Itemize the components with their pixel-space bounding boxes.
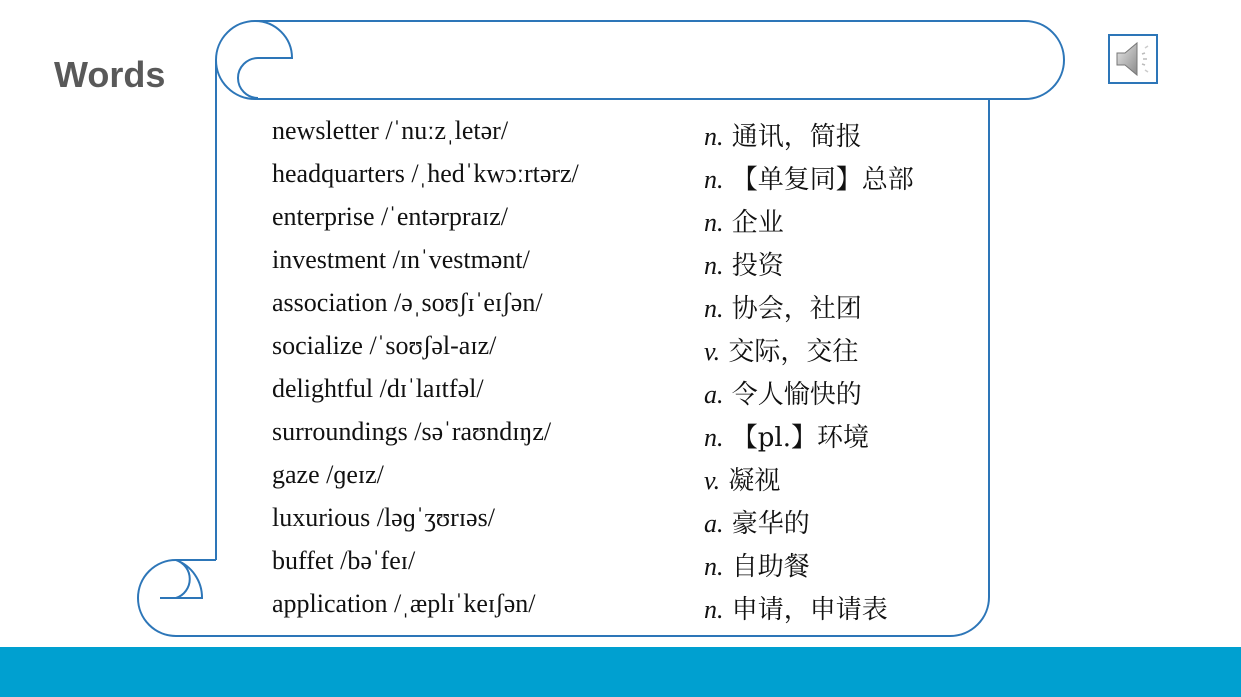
- vocab-row: [272, 546, 972, 589]
- part-of-speech: n.: [704, 595, 724, 624]
- vocab-meaning: [704, 589, 888, 626]
- vocab-meaning: [704, 503, 810, 540]
- part-of-speech: n.: [704, 165, 724, 194]
- vocab-meaning: [704, 374, 862, 411]
- chinese-meaning: 申请，申请表: [723, 595, 888, 625]
- vocab-meaning: [704, 331, 858, 368]
- vocab-word: application /ˌæplɪˈkeɪʃən/: [272, 589, 536, 618]
- part-of-speech: a.: [704, 509, 724, 538]
- vocab-word: gaze /ɡeɪz/: [272, 460, 384, 489]
- chinese-meaning: 【pl.】环境: [723, 423, 869, 453]
- vocab-meaning: [704, 546, 810, 583]
- vocab-word: delightful /dɪˈlaɪtfəl/: [272, 374, 484, 403]
- part-of-speech: n.: [704, 208, 724, 237]
- chinese-meaning: 通讯，简报: [723, 122, 862, 152]
- chinese-meaning: 自助餐: [723, 552, 810, 582]
- vocab-row: [272, 374, 972, 417]
- bottom-accent-band: [0, 647, 1241, 697]
- speaker-icon: [1110, 36, 1156, 82]
- vocab-word: luxurious /ləɡˈʒʊrɪəs/: [272, 503, 495, 532]
- vocab-row: [272, 589, 972, 632]
- vocab-word: investment /ɪnˈvestmənt/: [272, 245, 530, 274]
- chinese-meaning: 令人愉快的: [723, 380, 862, 410]
- part-of-speech: n.: [704, 294, 724, 323]
- vocab-word: socialize /ˈsoʊʃəl-aɪz/: [272, 331, 497, 360]
- chinese-meaning: 凝视: [720, 466, 781, 496]
- chinese-meaning: 协会，社团: [723, 294, 862, 324]
- vocab-row: [272, 202, 972, 245]
- vocab-word: buffet /bəˈfeɪ/: [272, 546, 416, 575]
- vocab-row: [272, 417, 972, 460]
- vocab-word: surroundings /səˈraʊndɪŋz/: [272, 417, 552, 446]
- vocab-word: association /əˌsoʊʃɪˈeɪʃən/: [272, 288, 543, 317]
- part-of-speech: a.: [704, 380, 724, 409]
- vocab-row: [272, 331, 972, 374]
- audio-button[interactable]: [1108, 34, 1158, 84]
- vocab-meaning: [704, 245, 784, 282]
- chinese-meaning: 豪华的: [723, 509, 810, 539]
- vocab-row: [272, 245, 972, 288]
- chinese-meaning: 【单复同】总部: [723, 165, 914, 195]
- vocab-meaning: [704, 159, 914, 196]
- vocab-word: enterprise /ˈentərpraɪz/: [272, 202, 509, 231]
- vocab-word: headquarters /ˌhedˈkwɔːrtərz/: [272, 159, 579, 188]
- vocab-meaning: [704, 417, 869, 454]
- part-of-speech: v.: [704, 337, 721, 366]
- vocab-meaning: [704, 116, 862, 153]
- part-of-speech: n.: [704, 423, 724, 452]
- slide-title: Words: [54, 54, 166, 95]
- vocab-row: [272, 503, 972, 546]
- chinese-meaning: 交际，交往: [720, 337, 859, 367]
- part-of-speech: n.: [704, 251, 724, 280]
- vocab-word: newsletter /ˈnuːzˌletər/: [272, 116, 509, 145]
- part-of-speech: n.: [704, 122, 724, 151]
- chinese-meaning: 投资: [723, 251, 784, 281]
- vocab-meaning: [704, 288, 862, 325]
- vocab-meaning: [704, 460, 780, 497]
- vocab-row: [272, 288, 972, 331]
- vocab-row: [272, 159, 972, 202]
- chinese-meaning: 企业: [723, 208, 784, 238]
- part-of-speech: v.: [704, 466, 721, 495]
- vocab-meaning: [704, 202, 784, 239]
- part-of-speech: n.: [704, 552, 724, 581]
- vocab-row: [272, 116, 972, 159]
- vocab-row: [272, 460, 972, 503]
